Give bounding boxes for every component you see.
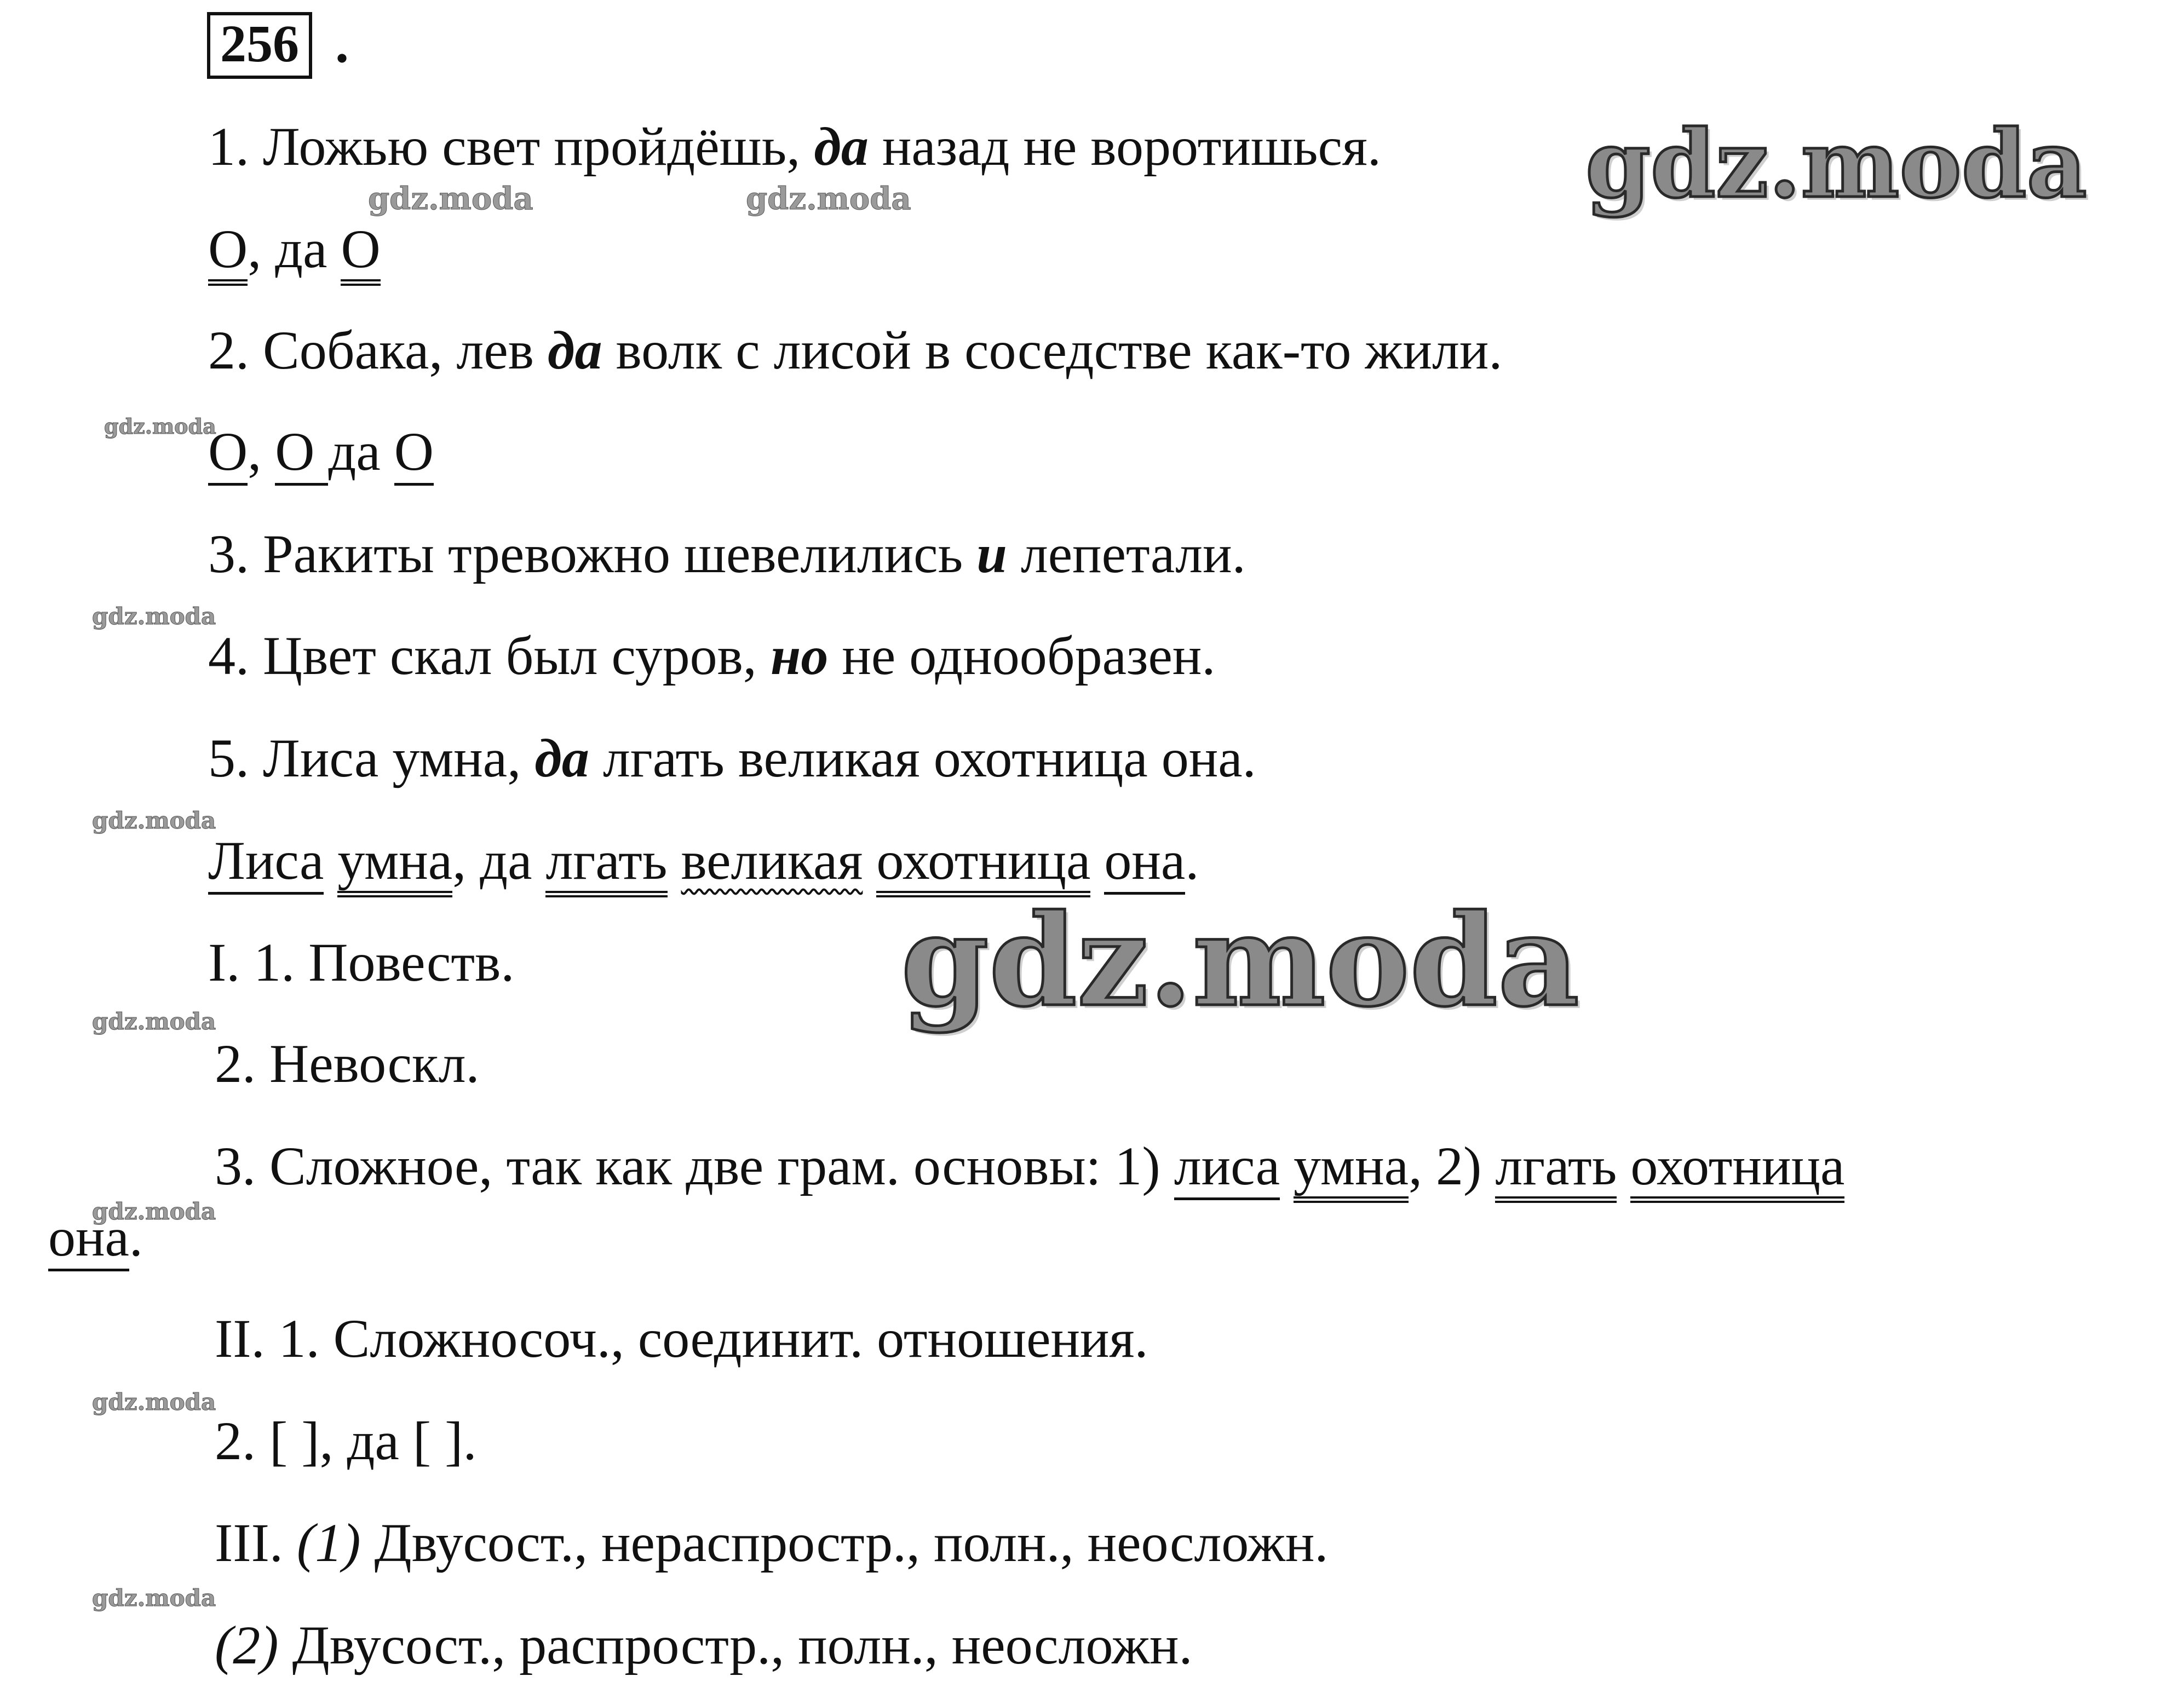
analysis-i-3-subject-2: она: [48, 1207, 129, 1271]
exercise-number-dot: .: [335, 13, 349, 74]
parsed-connector: , да: [452, 830, 546, 891]
analysis-iii-1-text: Двусост., нераспростр., полн., неосложн.: [360, 1512, 1329, 1573]
analysis-i-3: [215, 1136, 1845, 1196]
analysis-i-3-mid: , 2): [1409, 1136, 1496, 1196]
watermark-small-3: gdz.moda: [104, 414, 216, 439]
sentence-3-conjunction: и: [976, 523, 1007, 584]
sentence-4-conjunction: но: [770, 625, 829, 686]
scheme-1-connector: , да: [248, 218, 341, 279]
scheme-2-sep-1: ,: [248, 421, 275, 482]
analysis-ii-1: II. 1. Сложносоч., соединит. отношения.: [215, 1308, 1148, 1369]
analysis-i-1: I. 1. Повеств.: [208, 932, 515, 993]
watermark-small-5: gdz.moda: [92, 807, 216, 834]
sentence-4-number: 4.: [208, 625, 249, 686]
attribute-velikaya: великая: [681, 830, 863, 891]
scheme-1-member-a: О: [208, 218, 248, 286]
sentence-5-conjunction: да: [534, 728, 589, 788]
subject-lisa: Лиса: [208, 830, 324, 895]
sentence-5-text-start: Лиса умна,: [263, 728, 521, 788]
watermark-large-top: gdz.moda: [1585, 110, 2087, 219]
scheme-2-member-c: О: [394, 421, 434, 486]
scheme-2-member-b: О: [275, 421, 328, 486]
sentence-5-parsed: [208, 830, 1199, 891]
watermark-small-8: gdz.moda: [92, 1389, 216, 1415]
sentence-2-text-end: волк с лисой в соседстве как-то жили.: [616, 320, 1503, 381]
analysis-ii-2: 2. [ ], да [ ].: [215, 1410, 477, 1471]
sentence-1: [208, 116, 1381, 177]
scheme-2-sep-2: да: [328, 421, 394, 482]
analysis-iii-prefix: III.: [215, 1512, 297, 1573]
subject-ona: она: [1104, 830, 1185, 895]
scheme-1-member-b: О: [341, 218, 380, 286]
watermark-small-7: gdz.moda: [92, 1198, 216, 1225]
watermark-small-2: gdz.moda: [746, 181, 911, 217]
analysis-iii-1-tag: (1): [296, 1512, 361, 1573]
sentence-3-number: 3.: [208, 523, 249, 584]
scheme-2: [208, 421, 434, 482]
analysis-i-3-text: 3. Сложное, так как две грам. основы: 1): [215, 1136, 1174, 1196]
predicate-umna: умна: [337, 830, 452, 897]
sentence-5: [208, 728, 1256, 788]
exercise-number: 256: [207, 12, 312, 79]
sentence-4-text-start: Цвет скал был суров,: [263, 625, 757, 686]
analysis-i-3-predicate-1: умна: [1294, 1136, 1409, 1203]
watermark-large-center: gdz.moda: [901, 887, 1579, 1035]
analysis-i-2: 2. Невоскл.: [215, 1033, 480, 1094]
sentence-1-text-end: назад не воротишься.: [882, 116, 1381, 177]
sentence-4: [208, 625, 1216, 686]
predicate-okhotnitsa: охотница: [876, 830, 1090, 897]
analysis-iii-2-text: Двусост., распростр., полн., неосложн.: [278, 1615, 1193, 1675]
parsed-end: .: [1185, 830, 1199, 891]
scheme-2-member-a: О: [208, 421, 248, 486]
sentence-2-number: 2.: [208, 320, 249, 381]
sentence-3: [208, 523, 1246, 584]
analysis-i-3-predicate-2a: лгать: [1495, 1136, 1617, 1203]
sentence-4-text-end: не однообразен.: [842, 625, 1216, 686]
analysis-iii-1: [215, 1512, 1329, 1573]
sentence-1-conjunction: да: [814, 116, 869, 177]
watermark-small-6: gdz.moda: [92, 1008, 216, 1035]
analysis-i-3-subject-1: лиса: [1174, 1136, 1280, 1200]
analysis-i-3-predicate-2b: охотница: [1630, 1136, 1844, 1203]
analysis-iii-2-tag: (2): [215, 1615, 279, 1675]
sentence-1-number: 1.: [208, 116, 249, 177]
predicate-lgat: лгать: [545, 830, 667, 897]
sentence-3-text-end: лепетали.: [1020, 523, 1246, 584]
sentence-2: [208, 320, 1503, 381]
analysis-iii-2: [215, 1615, 1193, 1675]
sentence-3-text-start: Ракиты тревожно шевелились: [263, 523, 963, 584]
analysis-i-3-end: .: [129, 1207, 143, 1268]
watermark-small-4: gdz.moda: [92, 603, 216, 630]
scheme-1: [208, 218, 381, 279]
sentence-1-text-start: Ложью свет пройдёшь,: [263, 116, 801, 177]
sentence-2-text-start: Собака, лев: [263, 320, 534, 381]
sentence-5-text-end: лгать великая охотница она.: [602, 728, 1256, 788]
sentence-2-conjunction: да: [547, 320, 602, 381]
watermark-small-9: gdz.moda: [92, 1585, 216, 1611]
sentence-5-number: 5.: [208, 728, 249, 788]
watermark-small-1: gdz.moda: [368, 181, 533, 217]
